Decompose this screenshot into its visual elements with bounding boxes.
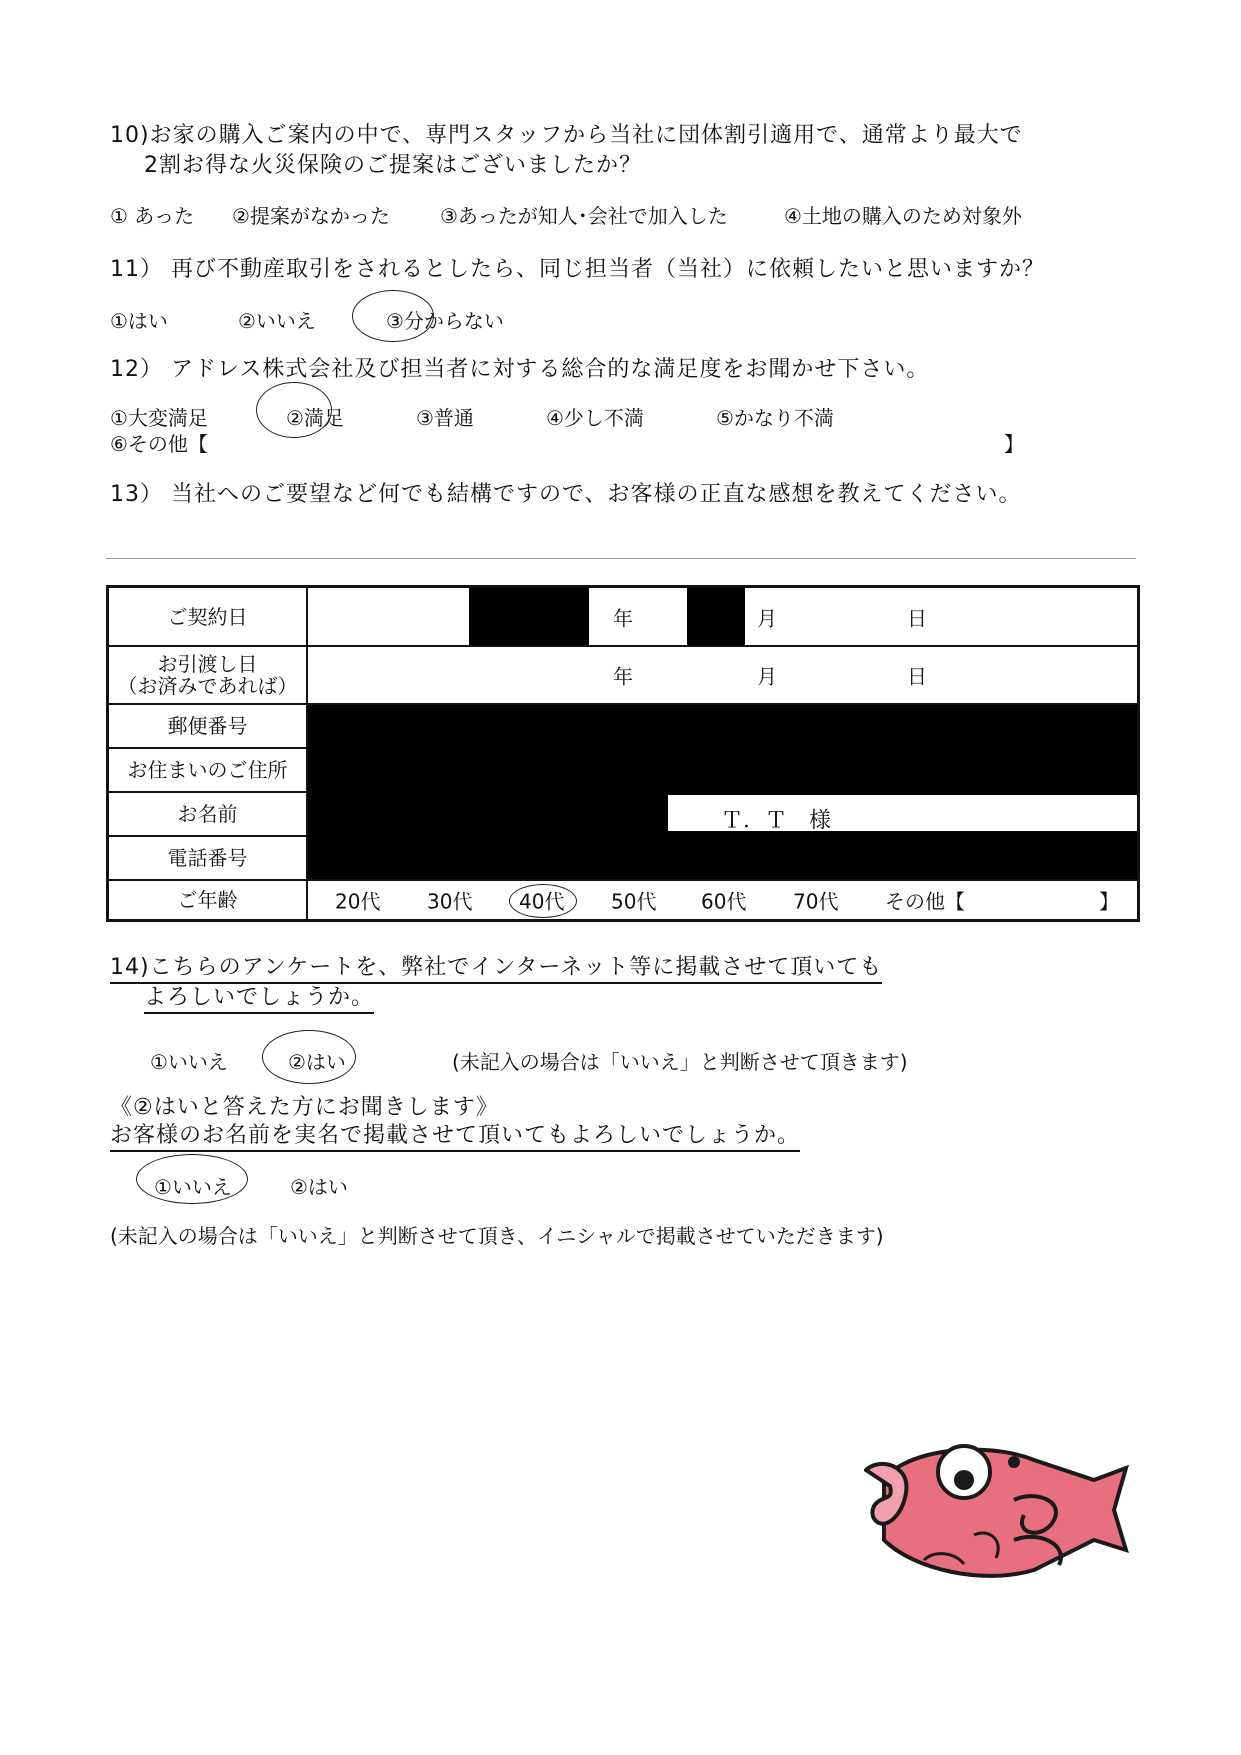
- q12-selected-circle: [256, 382, 332, 438]
- contract-year-unit: 年: [613, 606, 633, 630]
- age-option-20s[interactable]: 20代: [335, 889, 381, 914]
- row-name: [109, 793, 1137, 837]
- divider-line: [106, 558, 1136, 559]
- q10-option-3[interactable]: ③あったが知人･会社で加入した: [440, 204, 728, 228]
- row-contract-date: [109, 588, 1137, 647]
- q11-option-1[interactable]: ①はい: [110, 309, 168, 333]
- q14-option-2[interactable]: ②はい: [288, 1050, 346, 1074]
- q14-note: (未記入の場合は「いいえ」と判断させて頂きます): [452, 1050, 908, 1074]
- q11-option-3[interactable]: ③分からない: [386, 309, 504, 333]
- q13-question: 13） 当社へのご要望など何でも結構ですので、お客様の正直な感想を教えてください。: [110, 482, 1022, 507]
- age-other-close: 】: [1099, 889, 1119, 914]
- row-handover-date: [109, 647, 1137, 705]
- handover-month-unit: 月: [757, 664, 777, 689]
- q14-followup-option-2[interactable]: ②はい: [290, 1175, 348, 1199]
- row-postal-code: [109, 705, 1137, 749]
- customer-name-value: Ｔ．Ｔ 様: [721, 808, 832, 834]
- address-label: お住まいのご住所: [109, 749, 308, 791]
- age-option-other[interactable]: その他【: [885, 889, 965, 914]
- q14-followup-option-1[interactable]: ①いいえ: [154, 1175, 232, 1199]
- contract-day-unit: 日: [907, 606, 927, 630]
- q11-selected-circle: [352, 290, 434, 342]
- q14-followup-selected-circle: [136, 1154, 248, 1204]
- q12-option-3[interactable]: ③普通: [416, 406, 474, 430]
- q10-option-4[interactable]: ④土地の購入のため対象外: [784, 204, 1022, 228]
- handover-date-label: お引渡し日 （お済みであれば）: [109, 647, 308, 703]
- row-address: [109, 749, 1137, 793]
- age-selected-circle: [509, 884, 577, 918]
- q14-followup-question: お客様のお名前を実名で掲載させて頂いてもよろしいでしょうか。: [110, 1118, 800, 1152]
- contract-date-label: ご契約日: [109, 588, 308, 645]
- q14-line1: 14)こちらのアンケートを、弊社でインターネット等に掲載させて頂いても: [110, 950, 882, 984]
- age-option-70s[interactable]: 70代: [793, 889, 839, 914]
- age-option-60s[interactable]: 60代: [701, 889, 747, 914]
- q14-option-1[interactable]: ①いいえ: [150, 1050, 228, 1074]
- contract-month-unit: 月: [757, 606, 777, 630]
- postal-code-label: 郵便番号: [109, 705, 308, 747]
- customer-info-table: [106, 585, 1140, 922]
- age-option-50s[interactable]: 50代: [611, 889, 657, 914]
- age-option-40s[interactable]: 40代: [519, 889, 565, 914]
- redacted-block: [668, 791, 1137, 795]
- redacted-block: [308, 837, 1137, 879]
- phone-label: 電話番号: [109, 837, 308, 879]
- q10-option-2[interactable]: ②提案がなかった: [232, 204, 390, 228]
- q14-followup-header: 《②はいと答えた方にお聞きします》: [110, 1095, 499, 1120]
- q10-line2: 2割お得な火災保険のご提案はございましたか？: [144, 153, 642, 178]
- age-label: ご年齢: [109, 881, 308, 919]
- redacted-block: [308, 791, 668, 837]
- age-option-30s[interactable]: 30代: [427, 889, 473, 914]
- q12-option-4[interactable]: ④少し不満: [546, 406, 644, 430]
- q14-selected-circle: [262, 1030, 356, 1084]
- q12-option-other[interactable]: ⑥その他【: [110, 432, 208, 456]
- redacted-block: [308, 747, 1137, 793]
- row-phone: [109, 837, 1137, 881]
- handover-year-unit: 年: [613, 664, 633, 689]
- q11-option-2[interactable]: ②いいえ: [238, 309, 316, 333]
- q14-line2: よろしいでしょうか。: [144, 980, 374, 1014]
- redacted-block: [687, 588, 745, 645]
- q10-option-1[interactable]: ① あった: [110, 204, 195, 228]
- fish-mascot-icon: [864, 1440, 1134, 1582]
- q11-question: 11） 再び不動産取引をされるとしたら、同じ担当者（当社）に依頼したいと思いますか？: [110, 257, 1045, 282]
- redacted-block: [308, 705, 1137, 749]
- q12-option-2[interactable]: ②満足: [286, 406, 344, 430]
- q12-option-5[interactable]: ⑤かなり不満: [716, 406, 834, 430]
- q12-question: 12） アドレス株式会社及び担当者に対する総合的な満足度をお聞かせ下さい。: [110, 357, 930, 382]
- q12-option-1[interactable]: ①大変満足: [110, 406, 208, 430]
- q14-followup-note: (未記入の場合は「いいえ」と判断させて頂き、イニシャルで掲載させていただきます): [110, 1224, 884, 1248]
- q10-line1: 10)お家の購入ご案内の中で、専門スタッフから当社に団体割引適用で、通常より最大で: [110, 123, 1023, 148]
- row-age: [109, 881, 1137, 919]
- handover-day-unit: 日: [907, 664, 927, 689]
- redacted-block: [469, 588, 589, 645]
- q12-other-close: 】: [1004, 432, 1024, 456]
- name-label: お名前: [109, 793, 308, 835]
